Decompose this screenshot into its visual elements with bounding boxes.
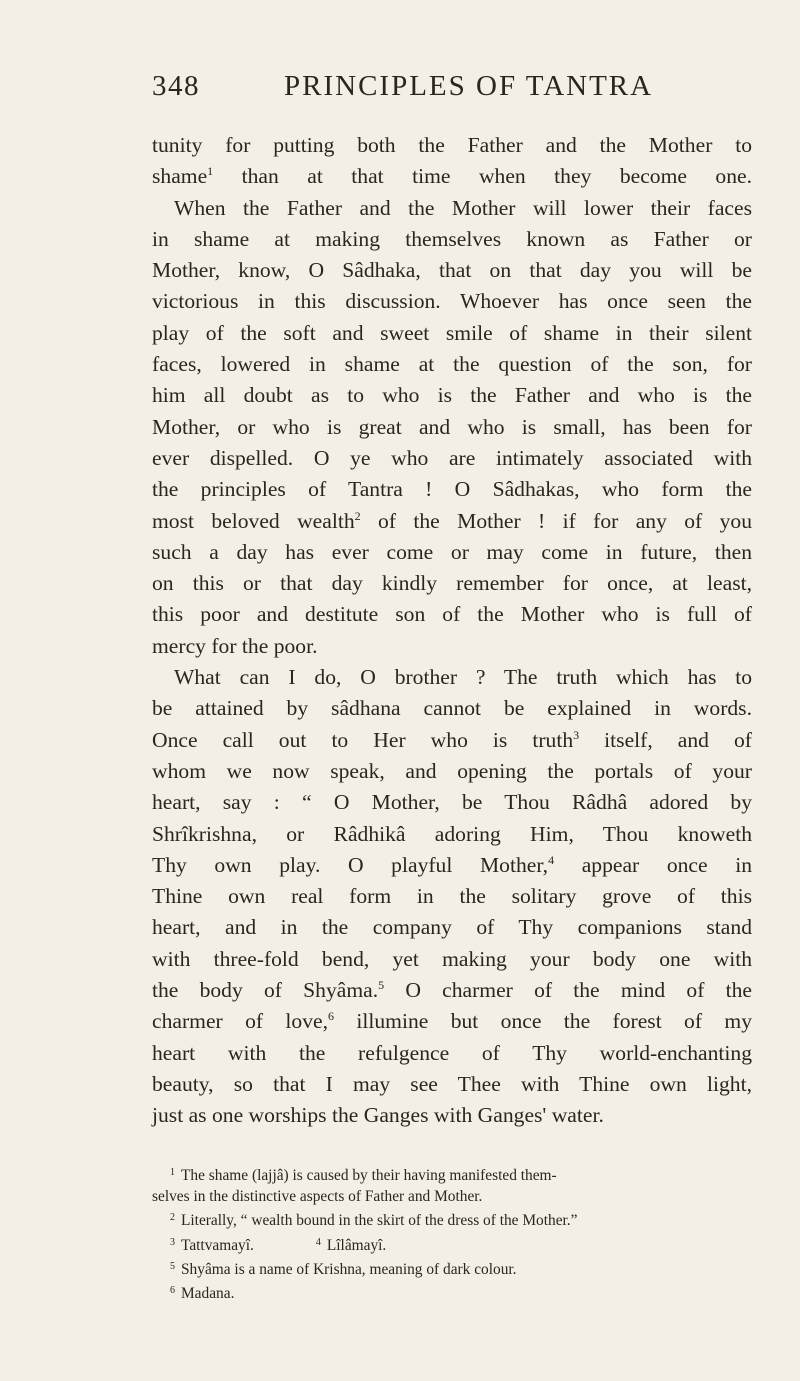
text-line (152, 787, 752, 818)
text-line-content: Shrîkrishna, or Râdhikâ adoring Him, Thou knoweth (152, 821, 752, 846)
text-line-content: shame (152, 164, 208, 189)
footnote-reference: 2 (354, 508, 361, 523)
text-line (152, 881, 752, 912)
text-line (152, 1006, 752, 1037)
text-line-content: Thine own real form in the solitary grove of this (152, 884, 752, 909)
text-line-content: in shame at making themselves known as Father or (152, 226, 752, 251)
footnotes (152, 1162, 752, 1304)
text-line (152, 819, 752, 850)
footnote-text: Literally, “ wealth bound in the skirt of the dress of the Mother.” (181, 1212, 578, 1230)
text-line (152, 193, 752, 224)
text-line (152, 1069, 752, 1100)
text-line (152, 662, 752, 693)
text-line (152, 537, 752, 568)
page-number: 348 (152, 70, 200, 102)
footnote-text: selves in the distinctive aspects of Father and Mother. (152, 1188, 483, 1206)
text-line (152, 412, 752, 443)
text-line (152, 568, 752, 599)
footnote-marker: 3 (170, 1236, 175, 1248)
footnote-reference: 3 (573, 727, 580, 742)
footnote-reference: 4 (548, 852, 555, 867)
footnote (152, 1186, 752, 1207)
text-line-content: the principles of Tantra ! O Sâdhakas, who form the (152, 477, 752, 502)
text-line-content: on this or that day kindly remember for once, at least, (152, 571, 752, 596)
text-line (152, 161, 752, 192)
text-line (152, 130, 752, 161)
text-line-content: victorious in this discussion. Whoever has once seen the (152, 289, 752, 314)
footnote-text: Madana. (181, 1285, 235, 1303)
running-header (152, 58, 752, 108)
text-line (152, 255, 752, 286)
footnote-reference: 6 (328, 1009, 335, 1024)
text-line-content: this poor and destitute son of the Mother who is full of (152, 602, 752, 627)
text-line-content: heart with the refulgence of Thy world-enchanting (152, 1040, 752, 1065)
footnote-text: Tattvamayî. (181, 1236, 254, 1254)
text-line-content: What can I do, O brother ? The truth which has to (174, 665, 752, 690)
text-line-content: heart, say : “ O Mother, be Thou Râdhâ adored by (152, 790, 752, 815)
text-line-content: whom we now speak, and opening the portals of your (152, 758, 752, 783)
text-line-content: the body of Shyâma. (152, 978, 379, 1003)
text-line-content: faces, lowered in shame at the question of the son, for (152, 352, 752, 377)
footnote (152, 1256, 752, 1280)
text-line-content: just as one worships the Ganges with Ganges' water. (152, 1103, 604, 1128)
text-line (152, 850, 752, 881)
text-line-content: Mother, know, O Sâdhaka, that on that day you will be (152, 258, 752, 283)
text-line-continuation: than at that time when they become one. (213, 164, 752, 189)
footnote-text: The shame (lajjâ) is caused by their having manifested them- (181, 1167, 557, 1184)
text-line-content: Thy own play. O playful Mother, (152, 852, 549, 877)
text-line (152, 318, 752, 349)
text-line (152, 631, 752, 662)
footnote-reference: 5 (378, 978, 385, 993)
running-title: PRINCIPLES OF TANTRA (284, 70, 654, 102)
text-line (152, 286, 752, 317)
text-line-content: with three-fold bend, yet making your body one with (152, 946, 752, 971)
text-line-content: charmer of love, (152, 1009, 329, 1034)
text-line (152, 474, 752, 505)
text-line-content: play of the soft and sweet smile of shame in their silent (152, 320, 752, 345)
footnote-marker: 6 (170, 1285, 175, 1297)
text-line-continuation: of the Mother ! if for any of you (360, 508, 753, 533)
text-line-content: ever dispelled. O ye who are intimately associated with (152, 445, 752, 470)
text-line-content: him all doubt as to who is the Father and who is the (152, 383, 752, 408)
text-line (152, 1100, 752, 1131)
text-line-content: heart, and in the company of Thy companions stand (152, 915, 752, 940)
text-line (152, 443, 752, 474)
text-line-content: most beloved wealth (152, 508, 355, 533)
footnote-text: Lîlâmayî. (326, 1236, 387, 1254)
text-line-content: When the Father and the Mother will lower their faces (174, 195, 752, 220)
text-line-continuation: O charmer of the mind of the (384, 978, 753, 1003)
text-line-continuation: illumine but once the forest of my (334, 1009, 752, 1034)
footnote (152, 1232, 752, 1256)
text-line (152, 1038, 752, 1069)
text-line-content: Once call out to Her who is truth (152, 727, 574, 752)
text-line-content: be attained by sâdhana cannot be explained in words. (152, 696, 752, 721)
footnote-marker: 4 (315, 1236, 321, 1248)
footnote-marker: 2 (170, 1212, 175, 1224)
text-line-content: Mother, or who is great and who is small, has been for (152, 414, 752, 439)
footnote-reference: 1 (207, 164, 214, 179)
text-line (152, 912, 752, 943)
text-line-content: tunity for putting both the Father and the Mother to (152, 133, 752, 157)
text-line (152, 975, 752, 1006)
text-line (152, 349, 752, 380)
main-text (152, 130, 752, 1132)
text-line (152, 944, 752, 975)
text-line-content: beauty, so that I may see Thee with Thine own light, (152, 1071, 752, 1096)
text-line (152, 506, 752, 537)
footnote-marker: 5 (170, 1260, 175, 1272)
text-line (152, 224, 752, 255)
footnote (152, 1280, 752, 1304)
footnote-text: Shyâma is a name of Krishna, meaning of dark colour. (181, 1260, 517, 1278)
text-line-continuation: itself, and of (579, 727, 752, 752)
footnote-marker: 1 (170, 1167, 175, 1178)
footnote (152, 1207, 752, 1231)
text-line (152, 725, 752, 756)
text-line-content: mercy for the poor. (152, 633, 318, 658)
text-line-content: such a day has ever come or may come in future, then (152, 539, 752, 564)
footnote (152, 1162, 752, 1186)
text-line (152, 599, 752, 630)
text-line (152, 756, 752, 787)
text-line (152, 380, 752, 411)
text-line (152, 693, 752, 724)
text-line-continuation: appear once in (554, 852, 753, 877)
